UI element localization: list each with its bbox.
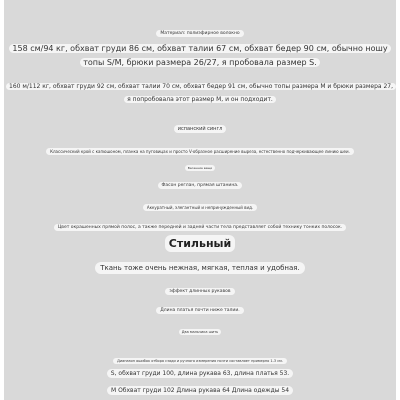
error-range-note: Диапазон ошибок отбора сзади и ручного измерения почти составляет примерно 1-3 см. [113,358,287,364]
section-heading: Стильный [165,235,235,252]
length-description: Длина платья почти ниже талии. [156,307,243,314]
length-row [4,296,396,315]
fabric-description: Ткань тоже очень нежная, мягкая, теплая и удобная. [95,262,304,274]
neat-description: Аккуратный, элегантный и непринужденный вид. [143,204,257,211]
size-s-spec: S, обхват груди 100, длина рукава 63, длина платья 53. [107,369,293,378]
small-label-2: Два мальчика шить [179,329,221,335]
small-label-2-row [4,318,396,337]
stripes-description: Цвет окрашенных прямой полос, а также передней и задней части тела представляет собой технику тонких полосок. [54,224,346,231]
material-label: Материал: полиэфирное волокно [156,30,243,37]
size-m-spec: M Обхват груди 102 Длина рукава 64 Длина одежды 54 [107,386,293,395]
cut-description: Классический крой с капюшоном, планка на пуговицах и просто V-образное расширение выреза, естественно подчеркивающее линию шеи. [46,148,354,155]
small-label-1: Весенние вещи [185,165,215,171]
effect-row [4,277,396,296]
model-1-measurements: 158 см/94 кг, обхват груди 86 см, обхват талии 67 см, обхват бедер 90 см, обычно ношу топы S/M, брюки размера 26/27, я пробовала размер S. [9,44,390,67]
fabric-row [4,255,396,274]
heading-row [4,232,396,252]
sleeve-description: Фасон реглан, прямая штанина. [158,182,243,189]
product-description-page [4,0,396,400]
model-2-measurements: 160 м/112 кг, обхват груди 92 см, обхват талии 70 см, обхват бедер 91 см, обычно топы размера M и брюки размера 27, я попробовала этот размер M, и он подходит. [6,83,396,103]
single-label: испанский сингл [174,125,227,133]
single-row [4,115,396,134]
stripes-row [4,213,396,232]
material-row [4,19,396,38]
model-2-row [4,80,396,106]
effect-label: эффект длинных рукавов [165,288,234,295]
size-m-row [4,377,396,396]
sleeve-row [4,171,396,190]
model-1-row [4,42,396,70]
neat-row [4,194,396,213]
